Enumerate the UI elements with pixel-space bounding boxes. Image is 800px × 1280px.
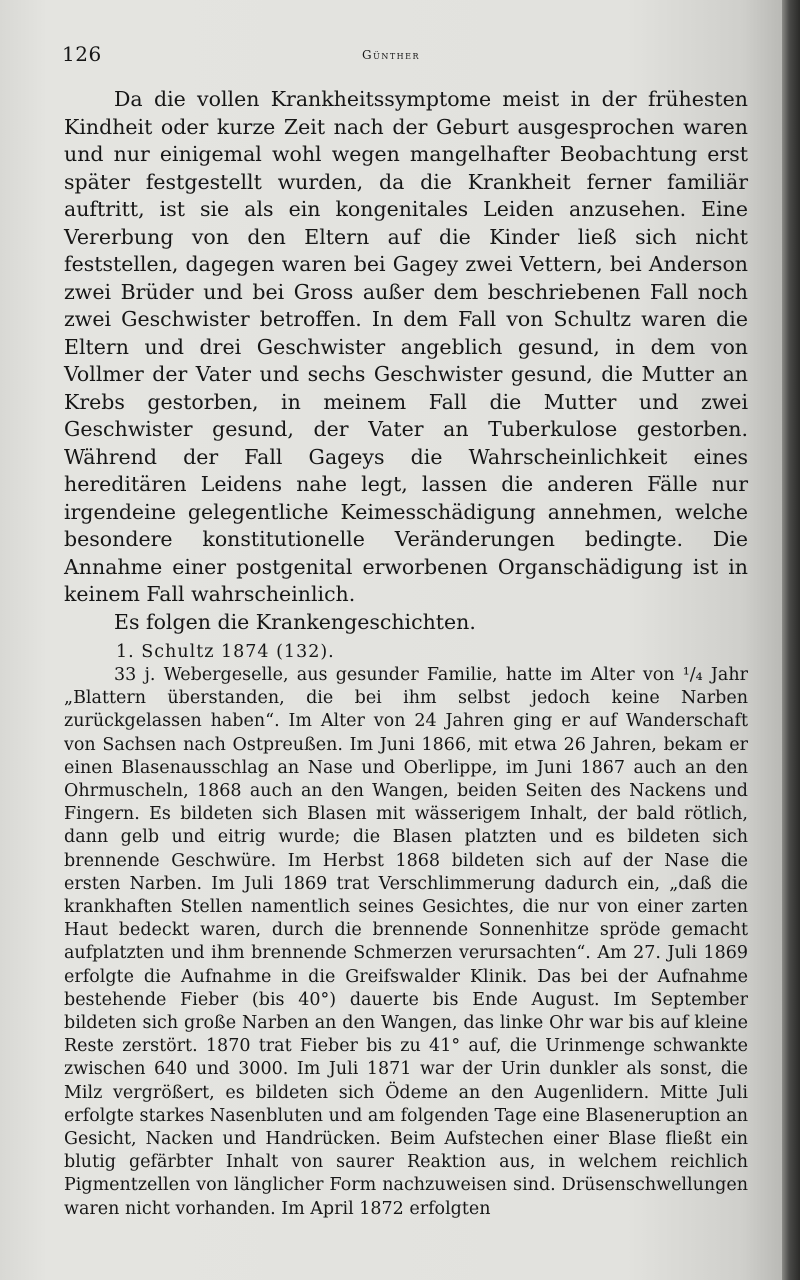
paragraph-case-intro: Es folgen die Krankengeschichten. — [114, 609, 476, 634]
paragraph-heredity: Da die vollen Krankheitssymptome meist in der frühesten Kindheit oder kurze Zeit nach der Geburt ausgesprochen waren und nur einigemal wohl wegen mangelhafter Beobachtung erst später festgestellt wurden, da die Krankheit ferner familiär auftritt, ist sie als ein kongenitales Leiden anzusehen. Eine Vererbung von den Eltern auf die Kinder ließ sich nicht feststellen, dagegen waren bei Gagey zwei Vettern, bei Anderson zwei Brüder und bei Gross außer dem beschriebenen Fall noch zwei Geschwister betroffen. In dem Fall von Schultz waren die Eltern und drei Geschwister angeblich gesund, in dem von Vollmer der Vater und sechs Geschwister gesund, die Mutter an Krebs gestorben, in meinem Fall die Mutter und zwei Geschwister gesund, der Vater an Tuberkulose gestorben. Während der Fall Gageys die Wahrscheinlichkeit eines hereditären Leidens nahe legt, lassen die anderen Fälle nur irgendeine gelegentliche Keimesschädigung annehmen, welche besondere konstitutionelle Veränderungen bedingte. Die Annahme einer postgenital erworbenen Organschädigung ist in keinem Fall wahrscheinlich. — [64, 87, 748, 606]
running-head: Günther — [362, 48, 421, 62]
page-body — [64, 86, 748, 1221]
case-heading: 1. Schultz 1874 (132). — [116, 642, 335, 662]
page-number: 126 — [62, 42, 102, 66]
book-gutter-edge — [782, 0, 800, 1280]
case-history-text: 33 j. Webergeselle, aus gesunder Familie, hatte im Alter von ¹/₄ Jahr „Blattern überstanden, die bei ihm selbst jedoch keine Narben zurückgelassen haben“. Im Alter von 24 Jahren ging er auf Wanderschaft von Sachsen nach Ostpreußen. Im Juni 1866, mit etwa 26 Jahren, bekam er einen Blasenausschlag an Nase und Oberlippe, im Juni 1867 auch an den Ohrmuscheln, 1868 auch an den Wangen, beiden Seiten des Nackens und Fingern. Es bildeten sich Blasen mit wässerigem Inhalt, der bald rötlich, dann gelb und eitrig wurde; die Blasen platzten und es bildeten sich brennende Geschwüre. Im Herbst 1868 bildeten sich auf der Nase die ersten Narben. Im Juli 1869 trat Verschlimmerung dadurch ein, „daß die krankhaften Stellen namentlich seines Gesichtes, die nur von einer zarten Haut bedeckt waren, durch die brennende Sonnenhitze spröde gemacht aufplatzten und ihm brennende Schmerzen verursachten“. Am 27. Juli 1869 erfolgte die Aufnahme in die Greifswalder Klinik. Das bei der Aufnahme bestehende Fieber (bis 40°) dauerte bis Ende August. Im September bildeten sich große Narben an den Wangen, das linke Ohr war bis auf kleine Reste zerstört. 1870 trat Fieber bis zu 41° auf, die Urinmenge schwankte zwischen 640 und 3000. Im Juli 1871 war der Urin dunkler als sonst, die Milz vergrößert, es bildeten sich Ödeme an den Augenlidern. Mitte Juli erfolgte starkes Nasenbluten und am folgenden Tage eine Blaseneruption an Gesicht, Nacken und Handrücken. Beim Aufstechen einer Blase fließt ein blutig gefärbter Inhalt von saurer Reaktion aus, in welchem reichlich Pigmentzellen von länglicher Form nachzuweisen sind. Drüsenschwellungen waren nicht vorhanden. Im April 1872 erfolgten — [64, 665, 748, 1219]
page-header — [62, 42, 752, 72]
